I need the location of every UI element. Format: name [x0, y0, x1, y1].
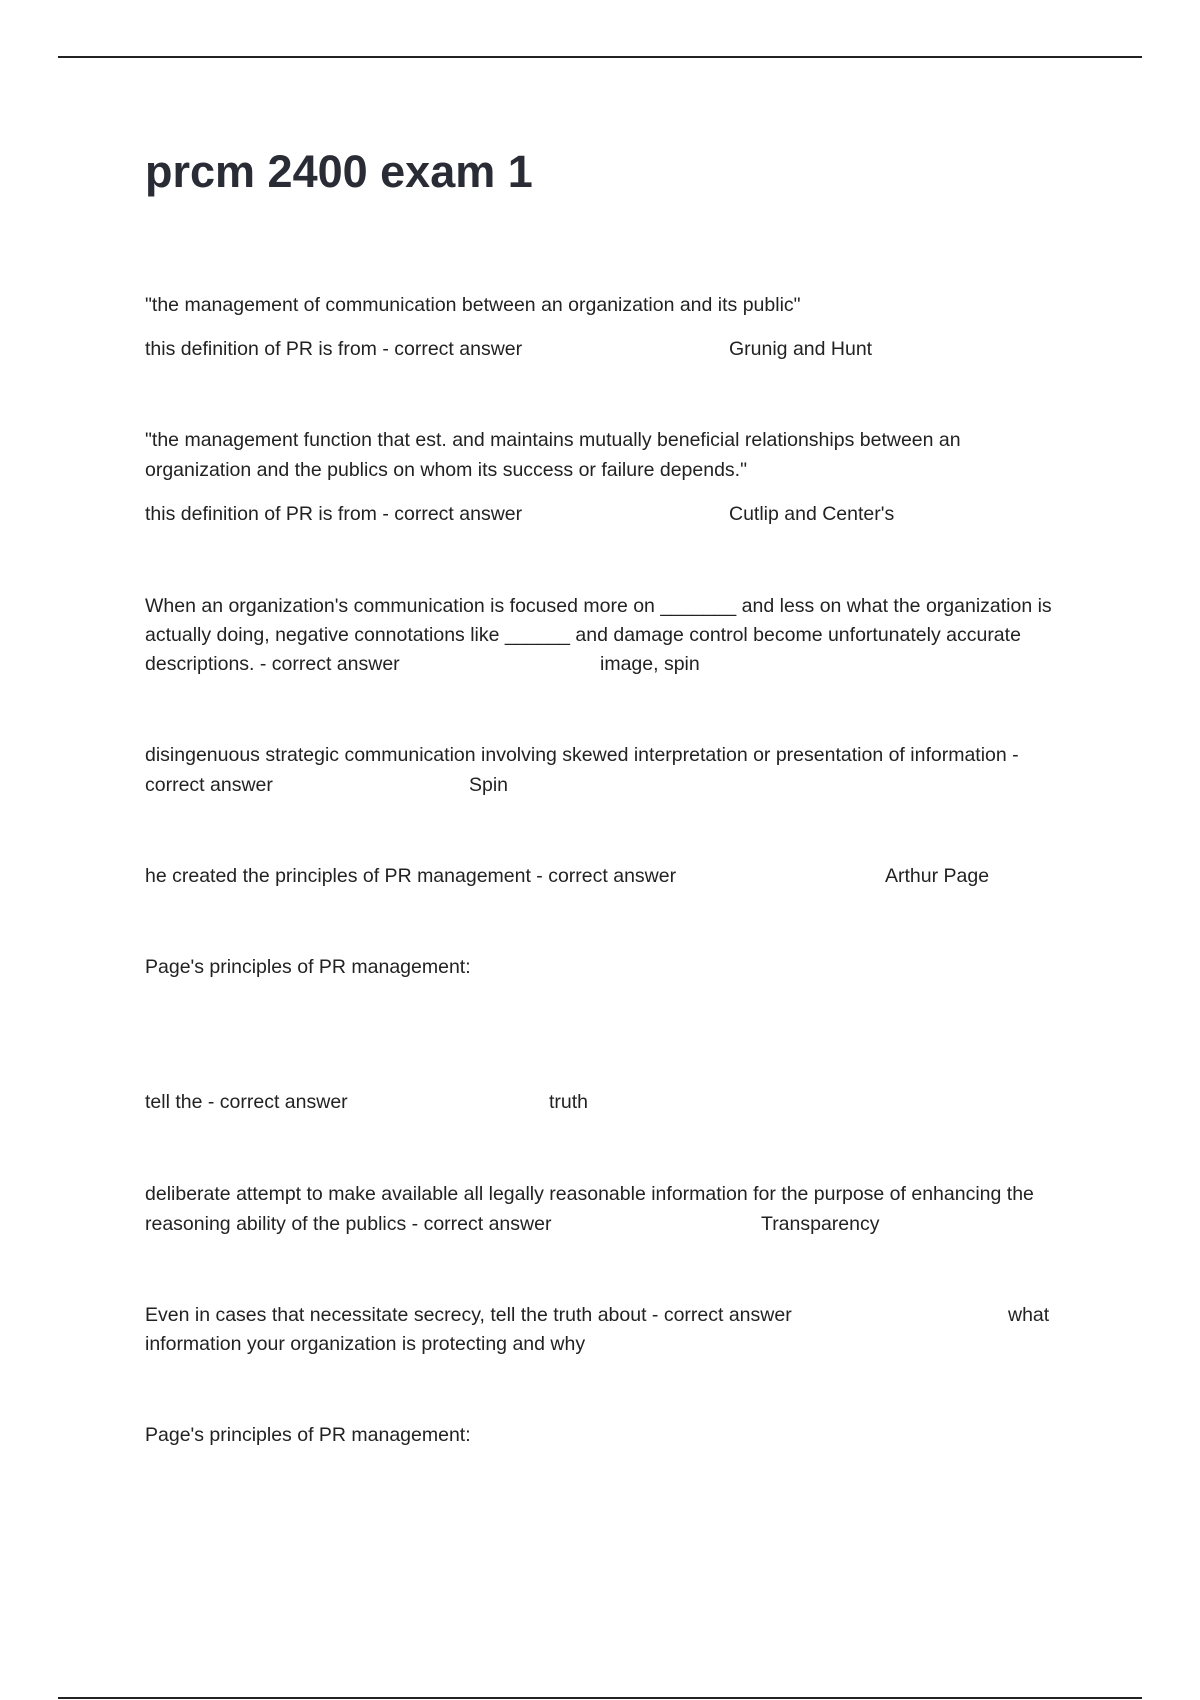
item-1-intro: "the management of communication between an organization and its public": [145, 294, 801, 316]
section-heading-2: Page's principles of PR management:: [145, 1424, 471, 1446]
item-8-line-1: deliberate attempt to make available all legally reasonable information for the purpose of enhancing the: [145, 1183, 1034, 1205]
item-9-answer-line-2: information your organization is protecting and why: [145, 1333, 586, 1355]
item-4-answer: Spin: [469, 774, 509, 796]
page-title: prcm 2400 exam 1: [145, 146, 533, 197]
item-8-answer: Transparency: [761, 1213, 880, 1235]
item-1-question: this definition of PR is from - correct answer: [145, 338, 523, 360]
section-heading-1: Page's principles of PR management:: [145, 956, 471, 978]
item-8-question: reasoning ability of the publics - correct answer: [145, 1213, 552, 1235]
item-7-question: tell the - correct answer: [145, 1091, 348, 1113]
item-9-question: Even in cases that necessitate secrecy, tell the truth about - correct answer: [145, 1304, 792, 1326]
item-3-answer: image, spin: [600, 653, 700, 675]
bottom-rule: [58, 1697, 1142, 1699]
item-4-line-1: disingenuous strategic communication involving skewed interpretation or presentation of information -: [145, 744, 1019, 766]
item-7-answer: truth: [549, 1091, 589, 1113]
item-5-answer: Arthur Page: [885, 865, 990, 887]
item-3-line-1: When an organization's communication is focused more on _______ and less on what the organization is: [145, 595, 1052, 617]
item-4-question: correct answer: [145, 774, 273, 796]
item-2-intro-line-1: "the management function that est. and maintains mutually beneficial relationships between an: [145, 429, 961, 451]
item-5-question: he created the principles of PR management - correct answer: [145, 865, 677, 887]
top-rule: [58, 56, 1142, 58]
item-3-line-2: actually doing, negative connotations like ______ and damage control become unfortunately accurate: [145, 624, 1021, 646]
item-2-answer: Cutlip and Center's: [729, 503, 895, 525]
item-1-answer: Grunig and Hunt: [729, 338, 873, 360]
item-2-question: this definition of PR is from - correct answer: [145, 503, 523, 525]
item-3-question: descriptions. - correct answer: [145, 653, 400, 675]
item-9-answer: what: [1008, 1304, 1050, 1326]
item-2-intro-line-2: organization and the publics on whom its success or failure depends.": [145, 459, 748, 481]
